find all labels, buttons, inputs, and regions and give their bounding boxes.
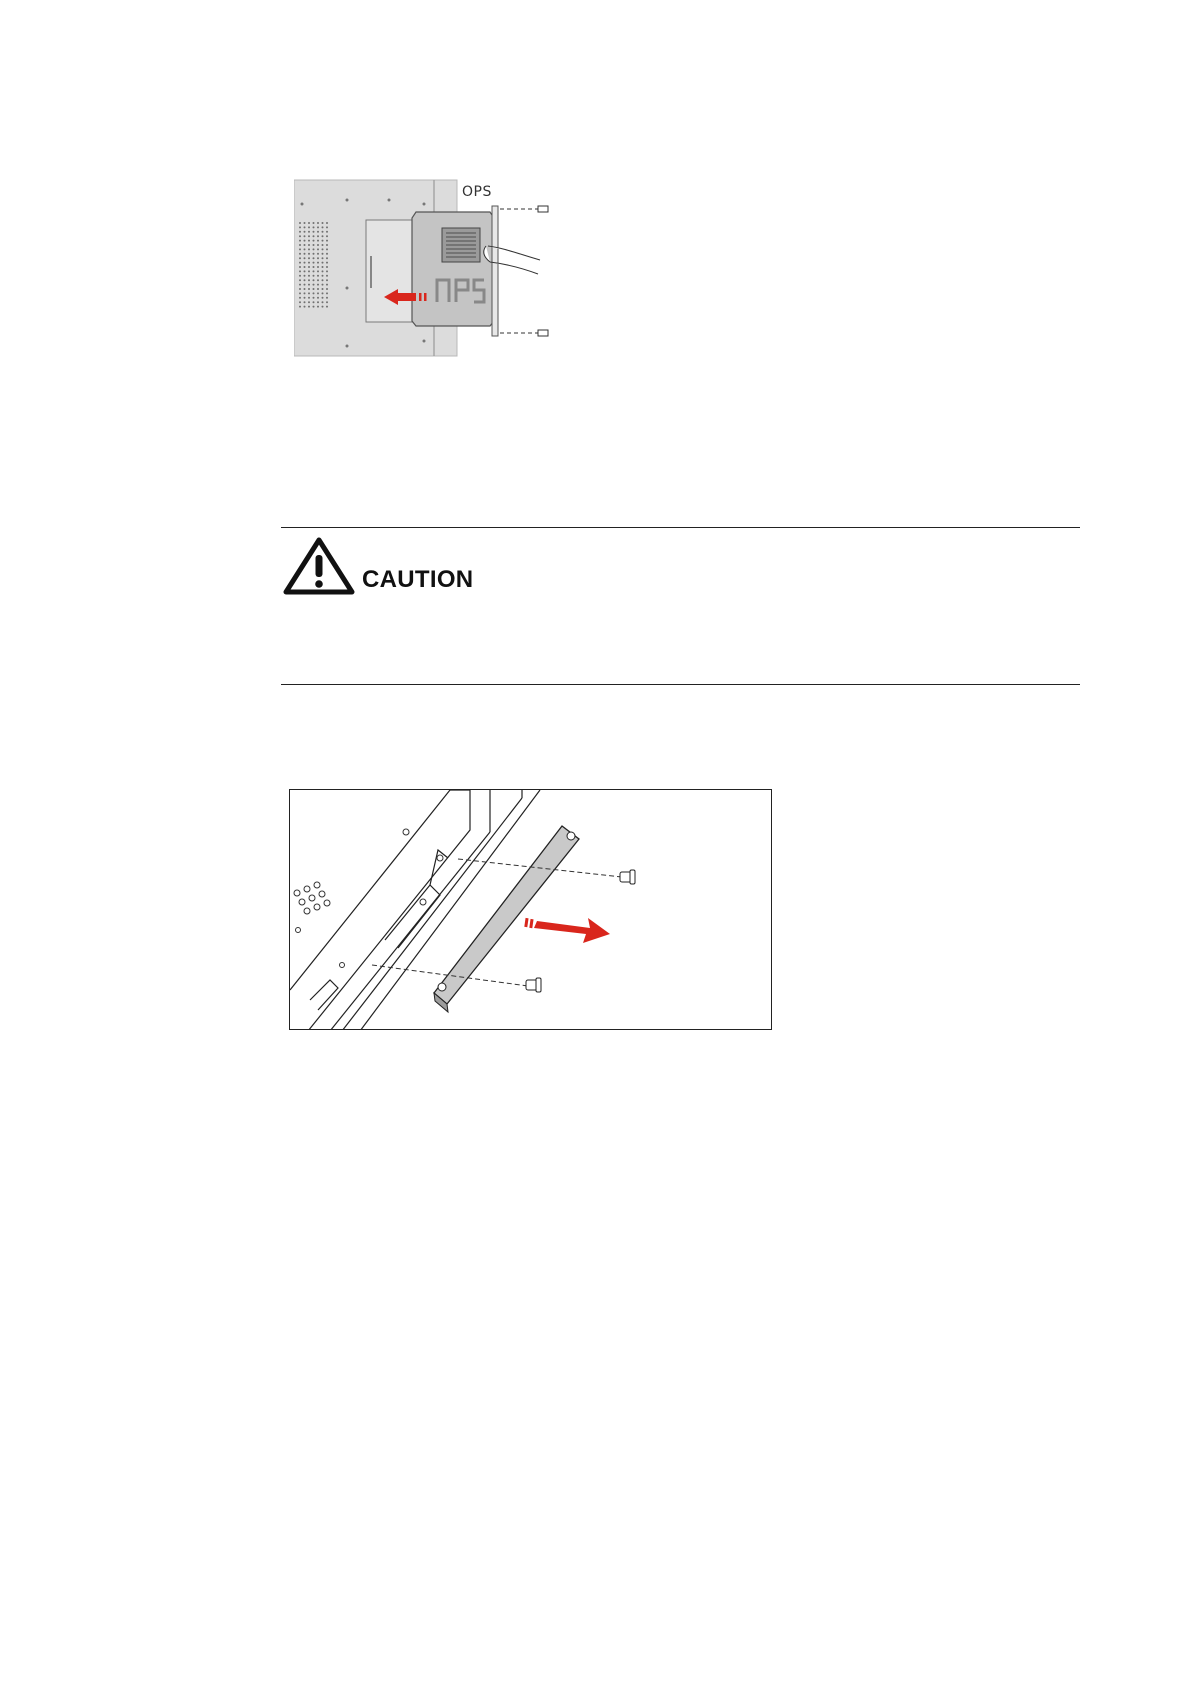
ops-label: OPS xyxy=(462,184,492,200)
cover-plate-illustration xyxy=(290,790,772,1030)
warning-triangle-icon xyxy=(283,537,355,595)
caution-bottom-rule xyxy=(281,684,1080,685)
cover-plate-removal-figure xyxy=(289,789,772,1030)
caution-top-rule xyxy=(281,527,1080,528)
caution-label: CAUTION xyxy=(362,566,474,593)
ops-slot-illustration xyxy=(294,176,554,366)
remove-direction-arrow xyxy=(524,918,610,943)
